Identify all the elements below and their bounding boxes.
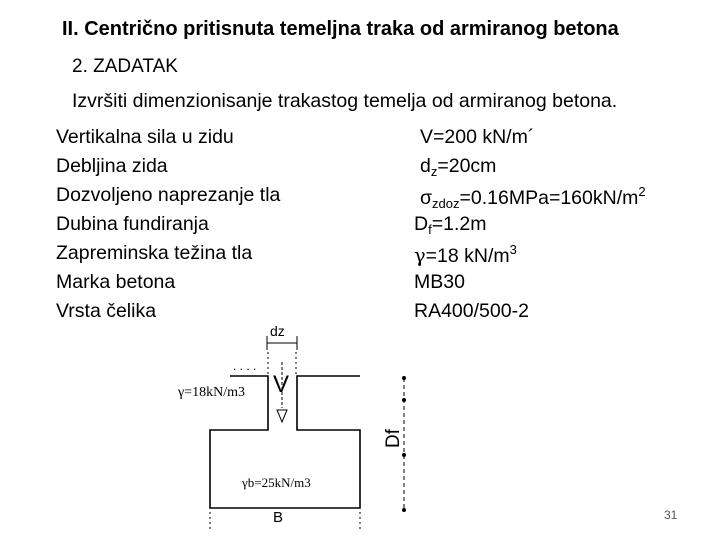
concrete-unit-weight-label: γb=25kN/m3 [242, 475, 311, 490]
param-value: $D_f=1.2m$ [414, 213, 487, 237]
param-value: RA400/500-2 [414, 300, 529, 322]
param-value: $\sigma_{zdoz}=0.16MPa=160kN/m^2$ [420, 184, 646, 211]
param-value: $d_z=20cm$ [420, 155, 497, 179]
param-value: MB30 [414, 271, 465, 293]
foundation-depth-label: Df [383, 429, 404, 448]
task-description: Izvršiti dimenzionisanje trakastog temelja od armiranog betona. [72, 90, 618, 112]
slide-title: II. Centrično pritisnuta temeljna traka od armiranog betona [62, 18, 619, 40]
param-label: Zapreminska težina tla [56, 242, 253, 264]
param-value: γ=18 $kN/m^3$ [414, 242, 517, 267]
param-label: Debljina zida [56, 155, 168, 177]
footing-width-label: B [273, 509, 284, 526]
param-value: V=200 kN/m´ [420, 126, 535, 148]
ground-hatch-left: . . . . [233, 359, 257, 373]
slide-number: 31 [664, 508, 678, 522]
force-label: V [273, 371, 290, 398]
wall-thickness-label: dz [270, 323, 285, 339]
param-label: Vertikalna sila u zidu [56, 126, 234, 148]
param-label: Dubina fundiranja [56, 213, 209, 235]
param-label: Dozvoljeno naprezanje tla [56, 184, 281, 206]
param-label: Marka betona [56, 271, 176, 293]
task-heading: 2. ZADATAK [72, 56, 178, 77]
soil-unit-weight-label: γ=18kN/m3 [178, 385, 245, 400]
footing-width-dimension [210, 512, 360, 530]
param-label: Vrsta čelika [56, 300, 157, 322]
